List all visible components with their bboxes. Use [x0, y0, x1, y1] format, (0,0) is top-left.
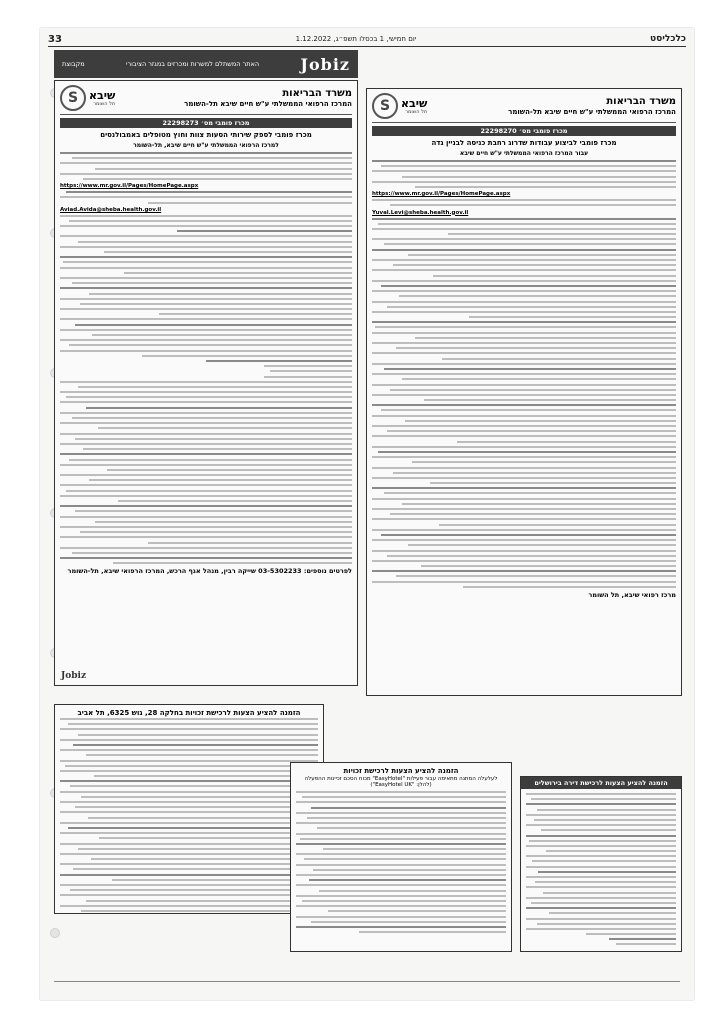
bottom-ad-title: הזמנה להציע הצעות לרכישת זכויות בחלקה 28, גוש 6325, תל אביב: [77, 709, 301, 717]
sheba-logo-name: שיבא: [89, 88, 116, 102]
tender-title-sub: למרכז הרפואי הממשלתי ע"ש חיים שיבא, תל-השומר: [133, 142, 279, 149]
tender-body: [372, 160, 676, 188]
ad-header: [60, 85, 352, 115]
newspaper-page: [40, 28, 694, 1000]
date-line: יום חמישי, 1 בכסלו תשפ״ג, 1.12.2022: [295, 35, 417, 43]
page-footer: [54, 981, 680, 992]
sheba-logo-icon: S: [372, 93, 398, 119]
tender-number: מכרז פומבי מס׳ 22298273: [60, 118, 352, 128]
tender-body: [60, 152, 352, 180]
sheba-logo: [372, 93, 427, 119]
ministry-block: [184, 88, 352, 108]
sheba-logo: [60, 85, 115, 111]
bottom-ad-tel-aviv: [54, 704, 324, 914]
tender-signature: מרכז רפואי שיבא, תל השומר: [588, 591, 676, 599]
ministry-block: [508, 96, 676, 116]
ministry-name: משרד הבריאות: [606, 96, 676, 108]
contact-email[interactable]: Yuval.Levi@sheba.health.gov.il: [372, 209, 469, 216]
bottom-ad-body: [526, 793, 676, 945]
sheba-logo-name: שיבא: [401, 96, 428, 110]
binder-hole: [50, 928, 60, 938]
jobiz-mini-logo: Jobiz: [61, 671, 87, 681]
jobiz-attribution: מקבוצת: [62, 60, 85, 68]
tender-number: מכרז פומבי מס׳ 22298270: [372, 126, 676, 136]
ministry-name: משרד הבריאות: [282, 88, 352, 100]
tender-ad-left: [54, 80, 358, 686]
tender-title: מכרז פומבי לביצוע עבודות שדרוג רחבת כניסה לבניין גדה: [431, 139, 617, 147]
jobiz-banner: [54, 50, 358, 78]
page-number: 33: [48, 33, 62, 45]
tender-link[interactable]: https://www.mr.gov.il/Pages/HomePage.aspx: [60, 183, 199, 190]
contact-email[interactable]: Aviad.Avida@sheba.health.gov.il: [60, 206, 162, 213]
tender-title-sub: עבור המרכז הרפואי הממשלתי ע"ש חיים שיבא: [459, 150, 589, 157]
tender-title: מכרז פומבי לספק שירותי הסעות צוות וחוץ מטופלים באמבולנסים: [100, 131, 312, 139]
running-header: [48, 32, 686, 47]
bottom-ad-title: הזמנה להציע הצעות לרכישת דירה בירושלים: [521, 777, 681, 789]
publication-name: כלכליסט: [650, 34, 686, 44]
bottom-ad-title: הזמנה להציע הצעות לרכישת זכויות: [343, 767, 459, 775]
bottom-ad-body: [296, 791, 506, 933]
tender-ad-right: [366, 88, 682, 696]
jobiz-tagline: האתר המשתלם למשרות ומכרזים במגזר הציבורי: [125, 60, 260, 68]
tender-link[interactable]: https://www.mr.gov.il/Pages/HomePage.aspx: [372, 191, 511, 198]
ad-header: [372, 93, 676, 123]
sheba-logo-icon: S: [60, 85, 86, 111]
ministry-subtitle: המרכז הרפואי הממשלתי ע"ש חיים שיבא תל-השומר: [184, 99, 352, 108]
ministry-subtitle: המרכז הרפואי הממשלתי ע"ש חיים שיבא תל-השומר: [508, 107, 676, 116]
bottom-ad-jerusalem: [520, 776, 682, 952]
sheba-logo-sub: תל השומר: [405, 108, 428, 115]
bottom-ad-body: [60, 718, 318, 914]
bottom-ad-easyhotel: [290, 762, 512, 952]
tender-signature: לפרטים נוספים: 03-5302233 שייקה רבין, מנהל אגף הרכש, המרכז הרפואי שיבא, תל-השומר: [67, 567, 352, 576]
bottom-ad-subtitle: לעלעלה המתנה מתאימה עבור פעילות "EasyHotel" מכוח הסכם זכיינות ההפעלה (להלן: "EasyHotel UK"): [304, 776, 498, 788]
sheba-logo-sub: תל השומר: [93, 100, 116, 107]
jobiz-logo: Jobiz: [300, 54, 350, 74]
